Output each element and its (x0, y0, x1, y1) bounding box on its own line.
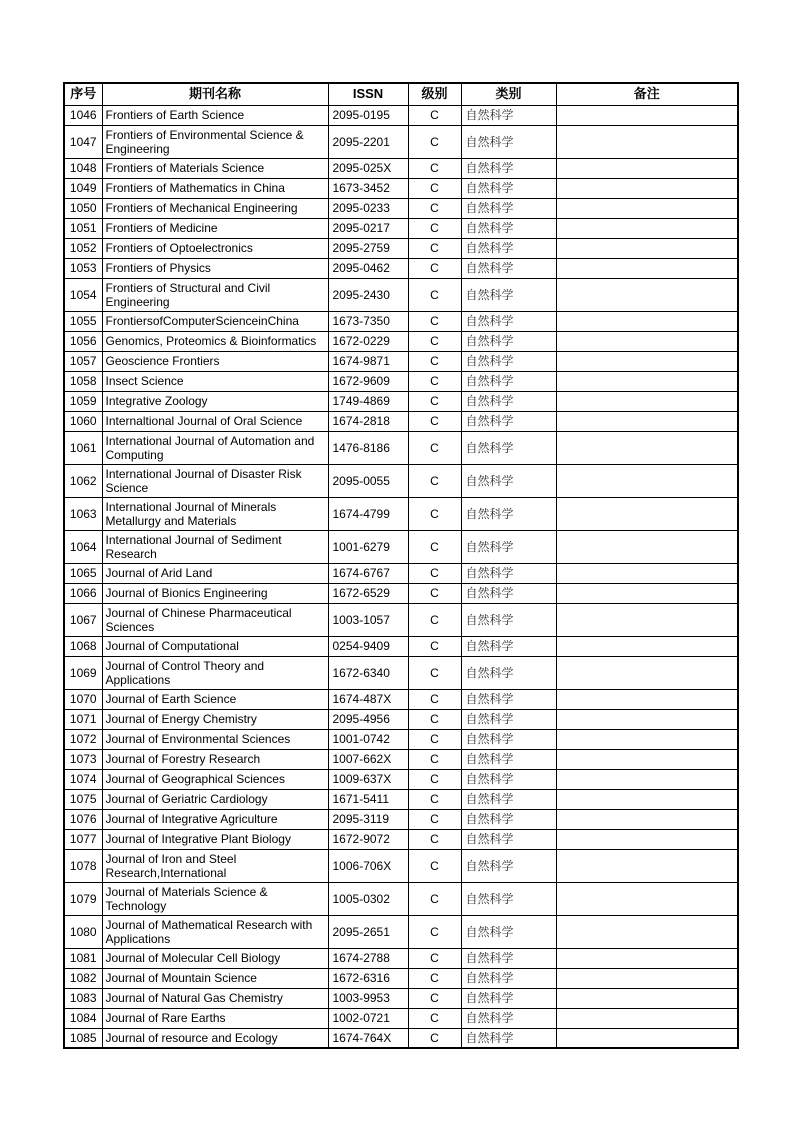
cell-remark (556, 603, 738, 636)
cell-level: C (408, 809, 461, 829)
cell-index: 1047 (64, 125, 102, 158)
cell-remark (556, 882, 738, 915)
cell-category: 自然科学 (461, 238, 556, 258)
cell-category: 自然科学 (461, 948, 556, 968)
cell-category: 自然科学 (461, 178, 556, 198)
cell-issn: 1003-1057 (328, 603, 408, 636)
cell-issn: 1672-6316 (328, 968, 408, 988)
cell-index: 1062 (64, 464, 102, 497)
cell-category: 自然科学 (461, 915, 556, 948)
table-row (64, 749, 738, 769)
cell-level: C (408, 849, 461, 882)
cell-index: 1070 (64, 689, 102, 709)
cell-journal-name: Genomics, Proteomics & Bioinformatics (102, 331, 328, 351)
cell-journal-name: Frontiers of Optoelectronics (102, 238, 328, 258)
cell-issn: 2095-0195 (328, 105, 408, 125)
header-index: 序号 (64, 83, 102, 105)
cell-level: C (408, 1008, 461, 1028)
cell-remark (556, 829, 738, 849)
cell-level: C (408, 915, 461, 948)
cell-remark (556, 331, 738, 351)
cell-remark (556, 749, 738, 769)
cell-journal-name: International Journal of Sediment Research (102, 530, 328, 563)
cell-index: 1085 (64, 1028, 102, 1048)
cell-journal-name: Frontiers of Mathematics in China (102, 178, 328, 198)
cell-index: 1050 (64, 198, 102, 218)
cell-index: 1058 (64, 371, 102, 391)
cell-issn: 1674-764X (328, 1028, 408, 1048)
cell-category: 自然科学 (461, 829, 556, 849)
cell-journal-name: Journal of Arid Land (102, 563, 328, 583)
cell-issn: 1672-6340 (328, 656, 408, 689)
cell-remark (556, 158, 738, 178)
cell-issn: 2095-2201 (328, 125, 408, 158)
cell-index: 1049 (64, 178, 102, 198)
cell-issn: 1674-2788 (328, 948, 408, 968)
cell-index: 1053 (64, 258, 102, 278)
cell-category: 自然科学 (461, 769, 556, 789)
cell-level: C (408, 371, 461, 391)
cell-remark (556, 849, 738, 882)
cell-journal-name: Journal of Earth Science (102, 689, 328, 709)
table-row (64, 882, 738, 915)
cell-remark (556, 278, 738, 311)
cell-index: 1077 (64, 829, 102, 849)
cell-remark (556, 311, 738, 331)
table-row (64, 331, 738, 351)
cell-index: 1065 (64, 563, 102, 583)
cell-category: 自然科学 (461, 311, 556, 331)
cell-issn: 1673-3452 (328, 178, 408, 198)
cell-journal-name: Journal of Geriatric Cardiology (102, 789, 328, 809)
table-row (64, 809, 738, 829)
table-row (64, 849, 738, 882)
cell-remark (556, 689, 738, 709)
cell-journal-name: Integrative Zoology (102, 391, 328, 411)
cell-category: 自然科学 (461, 497, 556, 530)
cell-level: C (408, 530, 461, 563)
cell-category: 自然科学 (461, 636, 556, 656)
cell-index: 1067 (64, 603, 102, 636)
table-row (64, 351, 738, 371)
cell-index: 1066 (64, 583, 102, 603)
cell-journal-name: Journal of Integrative Plant Biology (102, 829, 328, 849)
cell-remark (556, 351, 738, 371)
table-row (64, 258, 738, 278)
cell-issn: 1476-8186 (328, 431, 408, 464)
cell-category: 自然科学 (461, 709, 556, 729)
cell-issn: 2095-3119 (328, 809, 408, 829)
table-row (64, 729, 738, 749)
cell-remark (556, 709, 738, 729)
cell-level: C (408, 178, 461, 198)
cell-journal-name: Journal of Chinese Pharmaceutical Sciences (102, 603, 328, 636)
cell-remark (556, 915, 738, 948)
cell-category: 自然科学 (461, 218, 556, 238)
cell-journal-name: Journal of Iron and Steel Research,International (102, 849, 328, 882)
cell-issn: 2095-2651 (328, 915, 408, 948)
table-row (64, 656, 738, 689)
cell-journal-name: Frontiers of Mechanical Engineering (102, 198, 328, 218)
table-row (64, 689, 738, 709)
cell-level: C (408, 218, 461, 238)
cell-remark (556, 769, 738, 789)
cell-issn: 1672-6529 (328, 583, 408, 603)
cell-journal-name: Frontiers of Environmental Science & Engineering (102, 125, 328, 158)
table-row (64, 158, 738, 178)
cell-level: C (408, 311, 461, 331)
cell-level: C (408, 882, 461, 915)
journal-table (63, 82, 739, 1049)
table-row (64, 563, 738, 583)
cell-remark (556, 1028, 738, 1048)
cell-remark (556, 497, 738, 530)
cell-category: 自然科学 (461, 603, 556, 636)
cell-issn: 1674-4799 (328, 497, 408, 530)
header-level: 级别 (408, 83, 461, 105)
cell-journal-name: International Journal of Automation and Computing (102, 431, 328, 464)
table-row (64, 1008, 738, 1028)
table-row (64, 238, 738, 258)
cell-issn: 1674-487X (328, 689, 408, 709)
cell-remark (556, 198, 738, 218)
cell-level: C (408, 1028, 461, 1048)
cell-index: 1080 (64, 915, 102, 948)
cell-issn: 2095-0055 (328, 464, 408, 497)
cell-category: 自然科学 (461, 656, 556, 689)
cell-category: 自然科学 (461, 583, 556, 603)
cell-remark (556, 988, 738, 1008)
table-row (64, 603, 738, 636)
cell-issn: 1674-9871 (328, 351, 408, 371)
table-row (64, 125, 738, 158)
cell-level: C (408, 238, 461, 258)
cell-category: 自然科学 (461, 125, 556, 158)
cell-level: C (408, 829, 461, 849)
cell-remark (556, 391, 738, 411)
cell-issn: 1001-6279 (328, 530, 408, 563)
cell-level: C (408, 656, 461, 689)
cell-journal-name: Frontiers of Physics (102, 258, 328, 278)
table-row (64, 391, 738, 411)
table-row (64, 709, 738, 729)
cell-index: 1060 (64, 411, 102, 431)
cell-index: 1082 (64, 968, 102, 988)
cell-remark (556, 258, 738, 278)
header-row (64, 83, 738, 105)
table-row (64, 948, 738, 968)
cell-index: 1064 (64, 530, 102, 563)
cell-issn: 2095-2430 (328, 278, 408, 311)
cell-category: 自然科学 (461, 729, 556, 749)
cell-category: 自然科学 (461, 988, 556, 1008)
cell-category: 自然科学 (461, 563, 556, 583)
cell-category: 自然科学 (461, 331, 556, 351)
cell-level: C (408, 464, 461, 497)
cell-journal-name: Journal of Natural Gas Chemistry (102, 988, 328, 1008)
cell-issn: 1005-0302 (328, 882, 408, 915)
cell-category: 自然科学 (461, 351, 556, 371)
cell-journal-name: International Journal of Minerals Metallurgy and Materials (102, 497, 328, 530)
table-row (64, 968, 738, 988)
cell-level: C (408, 583, 461, 603)
cell-category: 自然科学 (461, 411, 556, 431)
cell-journal-name: Journal of resource and Ecology (102, 1028, 328, 1048)
cell-level: C (408, 988, 461, 1008)
cell-index: 1054 (64, 278, 102, 311)
cell-journal-name: Journal of Forestry Research (102, 749, 328, 769)
cell-remark (556, 530, 738, 563)
header-name: 期刊名称 (102, 83, 328, 105)
header-remark: 备注 (556, 83, 738, 105)
cell-level: C (408, 411, 461, 431)
table-row (64, 497, 738, 530)
cell-remark (556, 636, 738, 656)
cell-remark (556, 948, 738, 968)
cell-category: 自然科学 (461, 749, 556, 769)
cell-journal-name: Frontiers of Structural and Civil Engineering (102, 278, 328, 311)
cell-journal-name: Insect Science (102, 371, 328, 391)
table-row (64, 431, 738, 464)
cell-level: C (408, 351, 461, 371)
table-row (64, 769, 738, 789)
table-row (64, 1028, 738, 1048)
cell-issn: 1749-4869 (328, 391, 408, 411)
cell-journal-name: Internaltional Journal of Oral Science (102, 411, 328, 431)
cell-level: C (408, 948, 461, 968)
cell-level: C (408, 497, 461, 530)
cell-journal-name: Journal of Energy Chemistry (102, 709, 328, 729)
cell-issn: 2095-0462 (328, 258, 408, 278)
cell-category: 自然科学 (461, 968, 556, 988)
table-row (64, 198, 738, 218)
cell-level: C (408, 331, 461, 351)
header-category: 类别 (461, 83, 556, 105)
cell-remark (556, 1008, 738, 1028)
cell-journal-name: International Journal of Disaster Risk Science (102, 464, 328, 497)
cell-index: 1083 (64, 988, 102, 1008)
cell-index: 1051 (64, 218, 102, 238)
cell-index: 1069 (64, 656, 102, 689)
cell-category: 自然科学 (461, 849, 556, 882)
table-row (64, 105, 738, 125)
table-row (64, 218, 738, 238)
cell-level: C (408, 729, 461, 749)
cell-category: 自然科学 (461, 1008, 556, 1028)
cell-remark (556, 238, 738, 258)
cell-index: 1072 (64, 729, 102, 749)
cell-category: 自然科学 (461, 789, 556, 809)
table-row (64, 636, 738, 656)
cell-issn: 1673-7350 (328, 311, 408, 331)
cell-journal-name: Journal of Rare Earths (102, 1008, 328, 1028)
cell-index: 1068 (64, 636, 102, 656)
cell-level: C (408, 749, 461, 769)
cell-index: 1073 (64, 749, 102, 769)
cell-index: 1081 (64, 948, 102, 968)
cell-issn: 1001-0742 (328, 729, 408, 749)
cell-journal-name: Journal of Mountain Science (102, 968, 328, 988)
cell-index: 1046 (64, 105, 102, 125)
cell-journal-name: Journal of Bionics Engineering (102, 583, 328, 603)
header-issn: ISSN (328, 83, 408, 105)
cell-category: 自然科学 (461, 530, 556, 563)
cell-journal-name: Journal of Environmental Sciences (102, 729, 328, 749)
cell-level: C (408, 968, 461, 988)
cell-issn: 1672-9072 (328, 829, 408, 849)
cell-level: C (408, 689, 461, 709)
cell-level: C (408, 125, 461, 158)
cell-category: 自然科学 (461, 464, 556, 497)
cell-remark (556, 178, 738, 198)
cell-level: C (408, 105, 461, 125)
cell-index: 1075 (64, 789, 102, 809)
cell-level: C (408, 769, 461, 789)
cell-journal-name: Frontiers of Earth Science (102, 105, 328, 125)
cell-journal-name: FrontiersofComputerScienceinChina (102, 311, 328, 331)
cell-index: 1079 (64, 882, 102, 915)
cell-category: 自然科学 (461, 198, 556, 218)
cell-remark (556, 583, 738, 603)
cell-journal-name: Journal of Materials Science & Technology (102, 882, 328, 915)
cell-category: 自然科学 (461, 105, 556, 125)
cell-index: 1084 (64, 1008, 102, 1028)
cell-level: C (408, 563, 461, 583)
cell-journal-name: Frontiers of Medicine (102, 218, 328, 238)
cell-level: C (408, 278, 461, 311)
table-row (64, 915, 738, 948)
table-row (64, 988, 738, 1008)
cell-level: C (408, 636, 461, 656)
cell-journal-name: Journal of Integrative Agriculture (102, 809, 328, 829)
cell-category: 自然科学 (461, 258, 556, 278)
cell-index: 1061 (64, 431, 102, 464)
cell-journal-name: Journal of Computational (102, 636, 328, 656)
cell-index: 1059 (64, 391, 102, 411)
cell-category: 自然科学 (461, 278, 556, 311)
cell-remark (556, 105, 738, 125)
cell-issn: 2095-0217 (328, 218, 408, 238)
cell-remark (556, 411, 738, 431)
cell-level: C (408, 789, 461, 809)
table-row (64, 411, 738, 431)
table-row (64, 371, 738, 391)
cell-remark (556, 125, 738, 158)
cell-level: C (408, 391, 461, 411)
cell-index: 1055 (64, 311, 102, 331)
cell-remark (556, 218, 738, 238)
cell-category: 自然科学 (461, 158, 556, 178)
cell-index: 1071 (64, 709, 102, 729)
cell-remark (556, 431, 738, 464)
cell-remark (556, 809, 738, 829)
cell-issn: 1009-637X (328, 769, 408, 789)
cell-issn: 1674-2818 (328, 411, 408, 431)
cell-remark (556, 789, 738, 809)
cell-issn: 1672-9609 (328, 371, 408, 391)
cell-issn: 1674-6767 (328, 563, 408, 583)
cell-index: 1056 (64, 331, 102, 351)
cell-index: 1052 (64, 238, 102, 258)
cell-remark (556, 464, 738, 497)
cell-category: 自然科学 (461, 1028, 556, 1048)
cell-level: C (408, 709, 461, 729)
cell-category: 自然科学 (461, 689, 556, 709)
cell-remark (556, 968, 738, 988)
cell-index: 1063 (64, 497, 102, 530)
cell-journal-name: Journal of Molecular Cell Biology (102, 948, 328, 968)
cell-level: C (408, 158, 461, 178)
table-row (64, 311, 738, 331)
cell-issn: 2095-0233 (328, 198, 408, 218)
cell-issn: 1003-9953 (328, 988, 408, 1008)
cell-index: 1074 (64, 769, 102, 789)
table-row (64, 530, 738, 563)
table-row (64, 789, 738, 809)
cell-issn: 1671-5411 (328, 789, 408, 809)
cell-category: 自然科学 (461, 882, 556, 915)
table-row (64, 583, 738, 603)
cell-issn: 1007-662X (328, 749, 408, 769)
cell-issn: 2095-4956 (328, 709, 408, 729)
cell-category: 自然科学 (461, 431, 556, 464)
cell-index: 1057 (64, 351, 102, 371)
cell-journal-name: Journal of Geographical Sciences (102, 769, 328, 789)
cell-issn: 1672-0229 (328, 331, 408, 351)
cell-issn: 1002-0721 (328, 1008, 408, 1028)
cell-journal-name: Geoscience Frontiers (102, 351, 328, 371)
cell-category: 自然科学 (461, 391, 556, 411)
cell-remark (556, 563, 738, 583)
cell-issn: 1006-706X (328, 849, 408, 882)
cell-index: 1078 (64, 849, 102, 882)
cell-journal-name: Journal of Mathematical Research with Applications (102, 915, 328, 948)
cell-level: C (408, 603, 461, 636)
table-row (64, 829, 738, 849)
cell-remark (556, 729, 738, 749)
cell-level: C (408, 431, 461, 464)
cell-category: 自然科学 (461, 371, 556, 391)
cell-journal-name: Frontiers of Materials Science (102, 158, 328, 178)
cell-index: 1048 (64, 158, 102, 178)
table-row (64, 464, 738, 497)
cell-issn: 2095-2759 (328, 238, 408, 258)
cell-category: 自然科学 (461, 809, 556, 829)
table-row (64, 178, 738, 198)
cell-remark (556, 371, 738, 391)
cell-index: 1076 (64, 809, 102, 829)
cell-issn: 2095-025X (328, 158, 408, 178)
cell-journal-name: Journal of Control Theory and Applications (102, 656, 328, 689)
cell-level: C (408, 258, 461, 278)
table-row (64, 278, 738, 311)
cell-level: C (408, 198, 461, 218)
cell-issn: 0254-9409 (328, 636, 408, 656)
cell-remark (556, 656, 738, 689)
